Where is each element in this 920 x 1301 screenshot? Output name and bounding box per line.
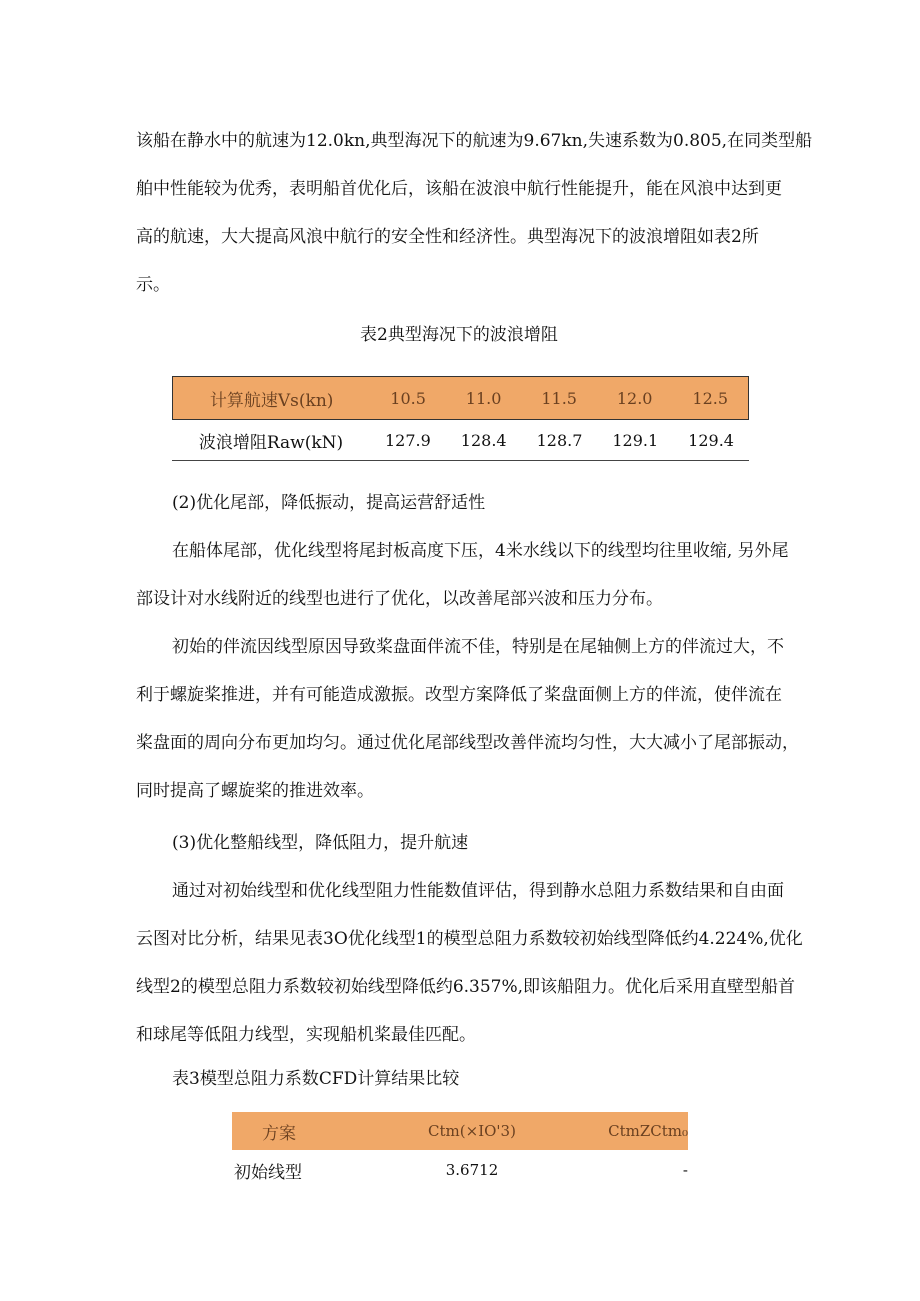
table2-header-row — [172, 376, 749, 420]
text-line: 该船在静水中的航速为12.0kn,典型海况下的航速为9.67kn,失速系数为0.805,在同类型船 — [136, 131, 813, 151]
table3-header-scheme: 方案 — [262, 1123, 296, 1144]
text-line: 初始的伴流因线型原因导致桨盘面伴流不佳，特别是在尾轴侧上方的伴流过大，不 — [172, 637, 784, 657]
table2-value-cell: 127.9 — [384, 430, 431, 450]
text-line: 桨盘面的周向分布更加均匀。通过优化尾部线型改善伴流均匀性，大大减小了尾部振动， — [136, 733, 799, 753]
text-line: 示。 — [136, 275, 170, 295]
table3-cell-scheme: 初始线型 — [234, 1162, 302, 1183]
table2-speed-cell: 11.0 — [465, 388, 502, 408]
section2-heading: (2)优化尾部，降低振动，提高运营舒适性 — [172, 493, 486, 513]
text-line: 利于螺旋桨推进，并有可能造成激振。改型方案降低了桨盘面侧上方的伴流，使伴流在 — [136, 685, 782, 705]
table3-caption: 表3模型总阻力系数CFD计算结果比较 — [172, 1069, 460, 1089]
table2-data-row — [172, 420, 749, 461]
text-line: 在船体尾部，优化线型将尾封板高度下压，4米水线以下的线型均往里收缩, 另外尾 — [172, 541, 789, 561]
table2-value-cell: 128.7 — [536, 430, 583, 450]
table2-speed-cell: 10.5 — [390, 388, 426, 408]
text-line: 云图对比分析，结果见表3O优化线型1的模型总阻力系数较初始线型降低约4.224%,优化 — [136, 929, 803, 949]
table2-caption: 表2典型海况下的波浪增阻 — [360, 325, 558, 345]
text-line: 线型2的模型总阻力系数较初始线型降低约6.357%,即该船阻力。优化后采用直壁型船首 — [136, 977, 796, 997]
text-line: 舶中性能较为优秀，表明船首优化后，该船在波浪中航行性能提升，能在风浪中达到更 — [136, 179, 782, 199]
text-line: 部设计对水线附近的线型也进行了优化，以改善尾部兴波和压力分布。 — [136, 589, 663, 609]
table3-header-ctm: Ctm(×IO'3) — [428, 1122, 516, 1140]
text-line: 同时提高了螺旋桨的推进效率。 — [136, 781, 374, 801]
table3-header-ratio: CtmZCtm₀ — [608, 1122, 688, 1140]
section3-heading: (3)优化整船线型，降低阻力，提升航速 — [172, 833, 469, 853]
table3-cell-ratio: - — [682, 1161, 688, 1179]
table2-row-label: 波浪增阻Raw(kN) — [198, 432, 344, 453]
table2-speed-cell: 12.5 — [692, 388, 729, 408]
table3-header-row — [232, 1112, 688, 1150]
text-line: 高的航速，大大提高风浪中航行的安全性和经济性。典型海况下的波浪增阻如表2所 — [136, 227, 759, 247]
table2-value-cell: 129.4 — [688, 430, 734, 450]
table3 — [232, 1112, 688, 1190]
table-row — [232, 1150, 688, 1190]
table2-header-label: 计算航速Vs(kn) — [209, 390, 334, 411]
table3-cell-ctm: 3.6712 — [445, 1161, 499, 1179]
text-line: 和球尾等低阻力线型，实现船机桨最佳匹配。 — [136, 1025, 476, 1045]
text-line: 通过对初始线型和优化线型阻力性能数值评估，得到静水总阻力系数结果和自由面 — [172, 881, 784, 901]
table2 — [172, 376, 749, 461]
table2-speed-cell: 11.5 — [541, 388, 577, 408]
table2-value-cell: 129.1 — [612, 430, 659, 450]
table2-speed-cell: 12.0 — [616, 388, 653, 408]
table2-value-cell: 128.4 — [460, 430, 507, 450]
